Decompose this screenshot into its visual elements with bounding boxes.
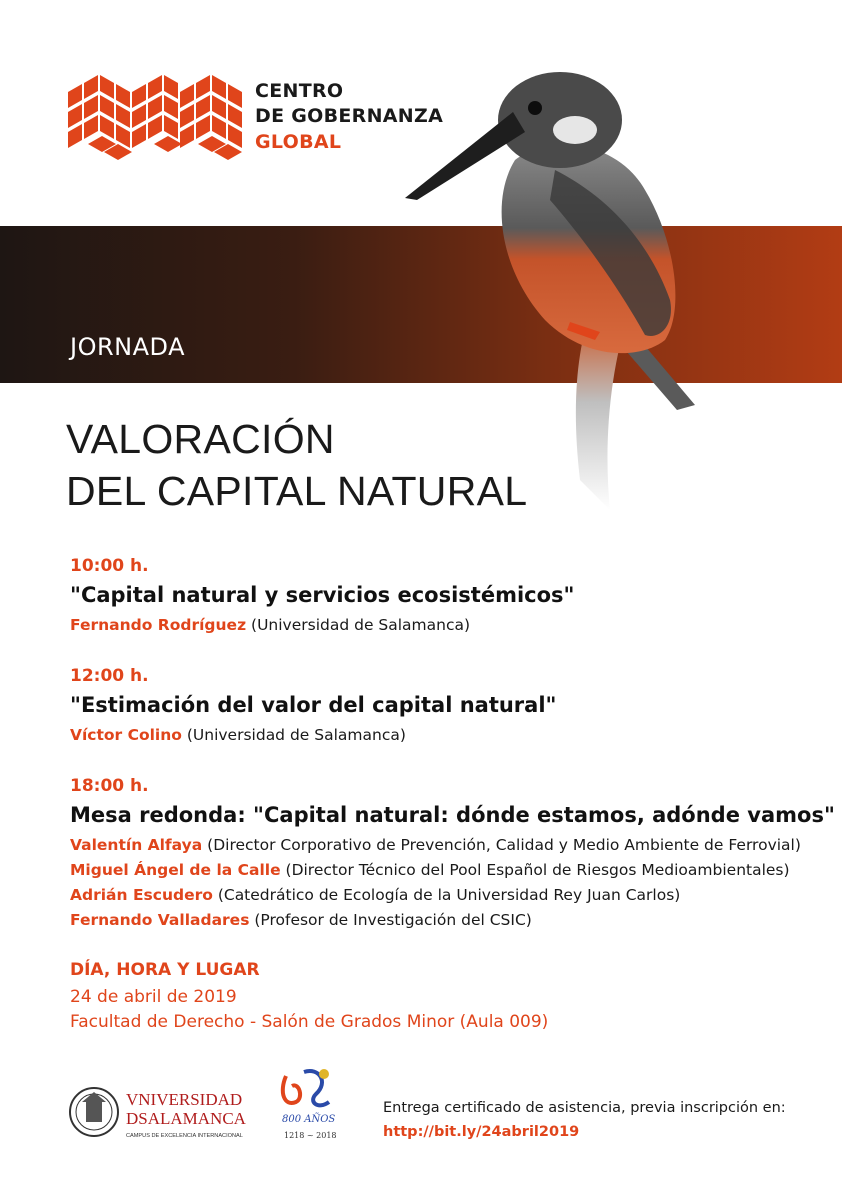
speaker-name: Valentín Alfaya xyxy=(70,836,203,854)
session-title: "Estimación del valor del capital natural" xyxy=(70,693,557,717)
usal-name-line2: DSALAMANCA xyxy=(126,1109,246,1128)
usal-name-line1: VNIVERSIDAD xyxy=(126,1090,243,1109)
session-time: 18:00 h. xyxy=(70,776,149,796)
certificate-note: Entrega certificado de asistencia, previa inscripción en: xyxy=(383,1100,786,1116)
org-name-line2: DE GOBERNANZA xyxy=(255,105,444,127)
event-date: 24 de abril de 2019 xyxy=(70,987,237,1007)
place-heading: DÍA, HORA Y LUGAR xyxy=(70,960,260,980)
speaker-affiliation: (Director Corporativo de Prevención, Calidad y Medio Ambiente de Ferrovial) xyxy=(202,836,801,854)
speaker-line xyxy=(70,861,790,879)
speaker-name: Fernando Valladares xyxy=(70,911,250,929)
org-name-line3: GLOBAL xyxy=(255,131,342,153)
speaker-line xyxy=(70,886,680,904)
kingfisher-photo-icon xyxy=(395,40,725,520)
speaker-line xyxy=(70,616,470,634)
centenario-text: 800 AÑOS xyxy=(282,1114,336,1125)
speaker-name: Fernando Rodríguez xyxy=(70,616,247,634)
speaker-line xyxy=(70,911,532,929)
usal-seal-icon xyxy=(70,1088,118,1136)
speaker-affiliation: (Universidad de Salamanca) xyxy=(181,726,406,744)
speaker-line xyxy=(70,836,801,854)
speaker-name: Adrián Escudero xyxy=(70,886,213,904)
speaker-name: Miguel Ángel de la Calle xyxy=(70,861,281,879)
session-title: "Capital natural y servicios ecosistémicos" xyxy=(70,583,575,607)
speaker-affiliation: (Catedrático de Ecología de la Universidad Rey Juan Carlos) xyxy=(212,886,681,904)
usal-logo xyxy=(68,1080,248,1144)
event-title-line2: DEL CAPITAL NATURAL xyxy=(66,468,528,514)
speaker-affiliation: (Universidad de Salamanca) xyxy=(246,616,471,634)
event-type-label: JORNADA xyxy=(70,333,185,361)
speaker-affiliation: (Director Técnico del Pool Español de Riesgos Medioambientales) xyxy=(280,861,790,879)
session-time: 12:00 h. xyxy=(70,666,149,686)
speaker-line xyxy=(70,726,406,744)
registration-link[interactable]: http://bit.ly/24abril2019 xyxy=(383,1124,580,1140)
usal-tagline: CAMPUS DE EXCELENCIA INTERNACIONAL xyxy=(126,1133,243,1139)
org-name-line1: CENTRO xyxy=(255,80,344,102)
centenario-years: 1218 ~ 2018 xyxy=(284,1131,337,1140)
centenario-logo xyxy=(274,1062,344,1144)
event-location: Facultad de Derecho - Salón de Grados Minor (Aula 009) xyxy=(70,1012,549,1032)
speaker-name: Víctor Colino xyxy=(70,726,182,744)
cgg-grid-logo-icon xyxy=(68,70,244,162)
session-title: Mesa redonda: "Capital natural: dónde estamos, adónde vamos" xyxy=(70,803,835,827)
speaker-affiliation: (Profesor de Investigación del CSIC) xyxy=(249,911,532,929)
session-time: 10:00 h. xyxy=(70,556,149,576)
event-title-line1: VALORACIÓN xyxy=(66,416,335,462)
